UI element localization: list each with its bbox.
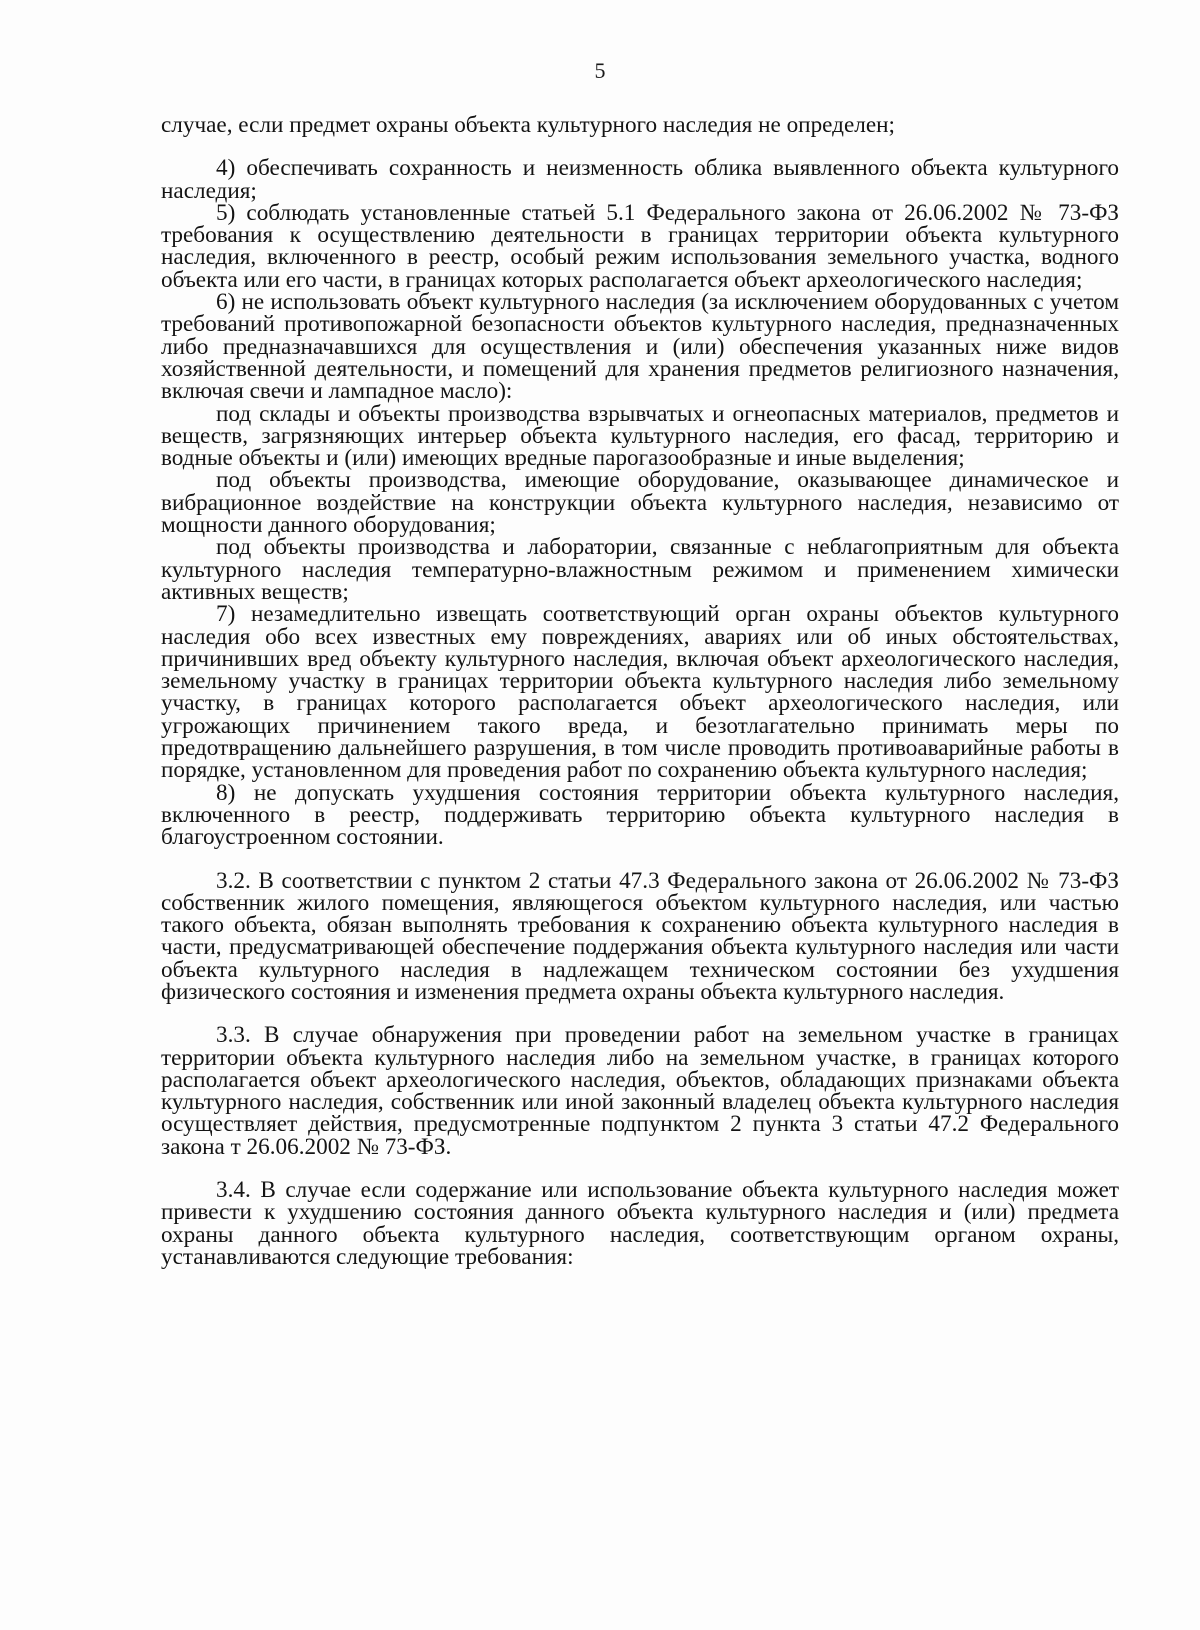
paragraph-item-5: 5) соблюдать установленные статьей 5.1 Федерального закона от 26.06.2002 № 73-ФЗ требования к осуществлению деятельности в границах территории объекта культурного наследия, включенного в реестр, особый режим использования земельного участка, водного объекта или его части, в границах которых располагается объект археологического наследия; <box>161 199 1119 293</box>
page-number: 5 <box>594 58 606 83</box>
paragraph-item-4: 4) обеспечивать сохранность и неизменность облика выявленного объекта культурного наследия; <box>161 155 1119 204</box>
paragraph-item-6-production-vibration: под объекты производства, имеющие оборудование, оказывающее динамическое и вибрационное воздействие на конструкции объекта культурного наследия, независимо от мощности данного оборудования; <box>161 467 1119 539</box>
paragraph-item-6-warehouses: под склады и объекты производства взрывчатых и огнеопасных материалов, предметов и веществ, загрязняющих интерьер объекта культурного наследия, его фасад, территорию и водные объекты и (или) имеющих вредные парогазообразные и иные выделения; <box>161 400 1119 472</box>
paragraph-section-3-3: 3.3. В случае обнаружения при проведении работ на земельном участке в границах территории объекта культурного наследия либо на земельном участке, в границах которого располагается объект археологического наследия, объектов, обладающих признаками объекта культурного наследия, собственник или иной законный владелец объекта культурного наследия осуществляет действия, предусмотренные подпунктом 2 пункта 3 статьи 47.2 Федерального закона т 26.06.2002 № 73-ФЗ. <box>161 1022 1119 1160</box>
paragraph-item-8: 8) не допускать ухудшения состояния территории объекта культурного наследия, включенного в реестр, поддерживать территорию объекта культурного наследия в благоустроенном состоянии. <box>161 779 1119 851</box>
paragraph-item-6-laboratories: под объекты производства и лаборатории, связанные с неблагоприятным для объекта культурного наследия температурно-влажностным режимом и применением химически активных веществ; <box>161 534 1119 605</box>
paragraph-section-3-4: 3.4. В случае если содержание или использование объекта культурного наследия может привести к ухудшению состояния данного объекта культурного наследия и (или) предмета охраны данного объекта культурного наследия, соответствующим органом охраны, устанавливаются следующие требования: <box>161 1177 1119 1270</box>
paragraph-section-3-2: 3.2. В соответствии с пунктом 2 статьи 47.3 Федерального закона от 26.06.2002 № 73-ФЗ собственник жилого помещения, являющегося объектом культурного наследия, или частью такого объекта, обязан выполнять требования к сохранению объекта культурного наследия в части, предусматривающей обеспечение поддержания объекта культурного наследия или части объекта культурного наследия в надлежащем техническом состоянии без ухудшения физического состояния и изменения предмета охраны объекта культурного наследия. <box>161 867 1119 1005</box>
paragraph-continuation: случае, если предмет охраны объекта культурного наследия не определен; <box>161 112 895 138</box>
document-body <box>161 114 1119 1268</box>
paragraph-item-6: 6) не использовать объект культурного наследия (за исключением оборудованных с учетом требований противопожарной безопасности объектов культурного наследия, предназначенных либо предназначавшихся для осуществления и (или) обеспечения указанных ниже видов хозяйственной деятельности, и помещений для хранения предметов религиозного назначения, включая свечи и лампадное масло): <box>161 289 1119 405</box>
paragraph-item-7: 7) незамедлительно извещать соответствующий орган охраны объектов культурного наследия обо всех известных ему повреждениях, авариях или об иных обстоятельствах, причинивших вред объекту культурного наследия, включая объект археологического наследия, земельному участку в границах территории объекта культурного наследия либо земельному участку, в границах которого располагается объект археологического наследия, или угрожающих причинением такого вреда, и безотлагательно принимать меры по предотвращению дальнейшего разрушения, в том числе проводить противоаварийные работы в порядке, установленном для проведения работ по сохранению объекта культурного наследия; <box>161 601 1119 784</box>
